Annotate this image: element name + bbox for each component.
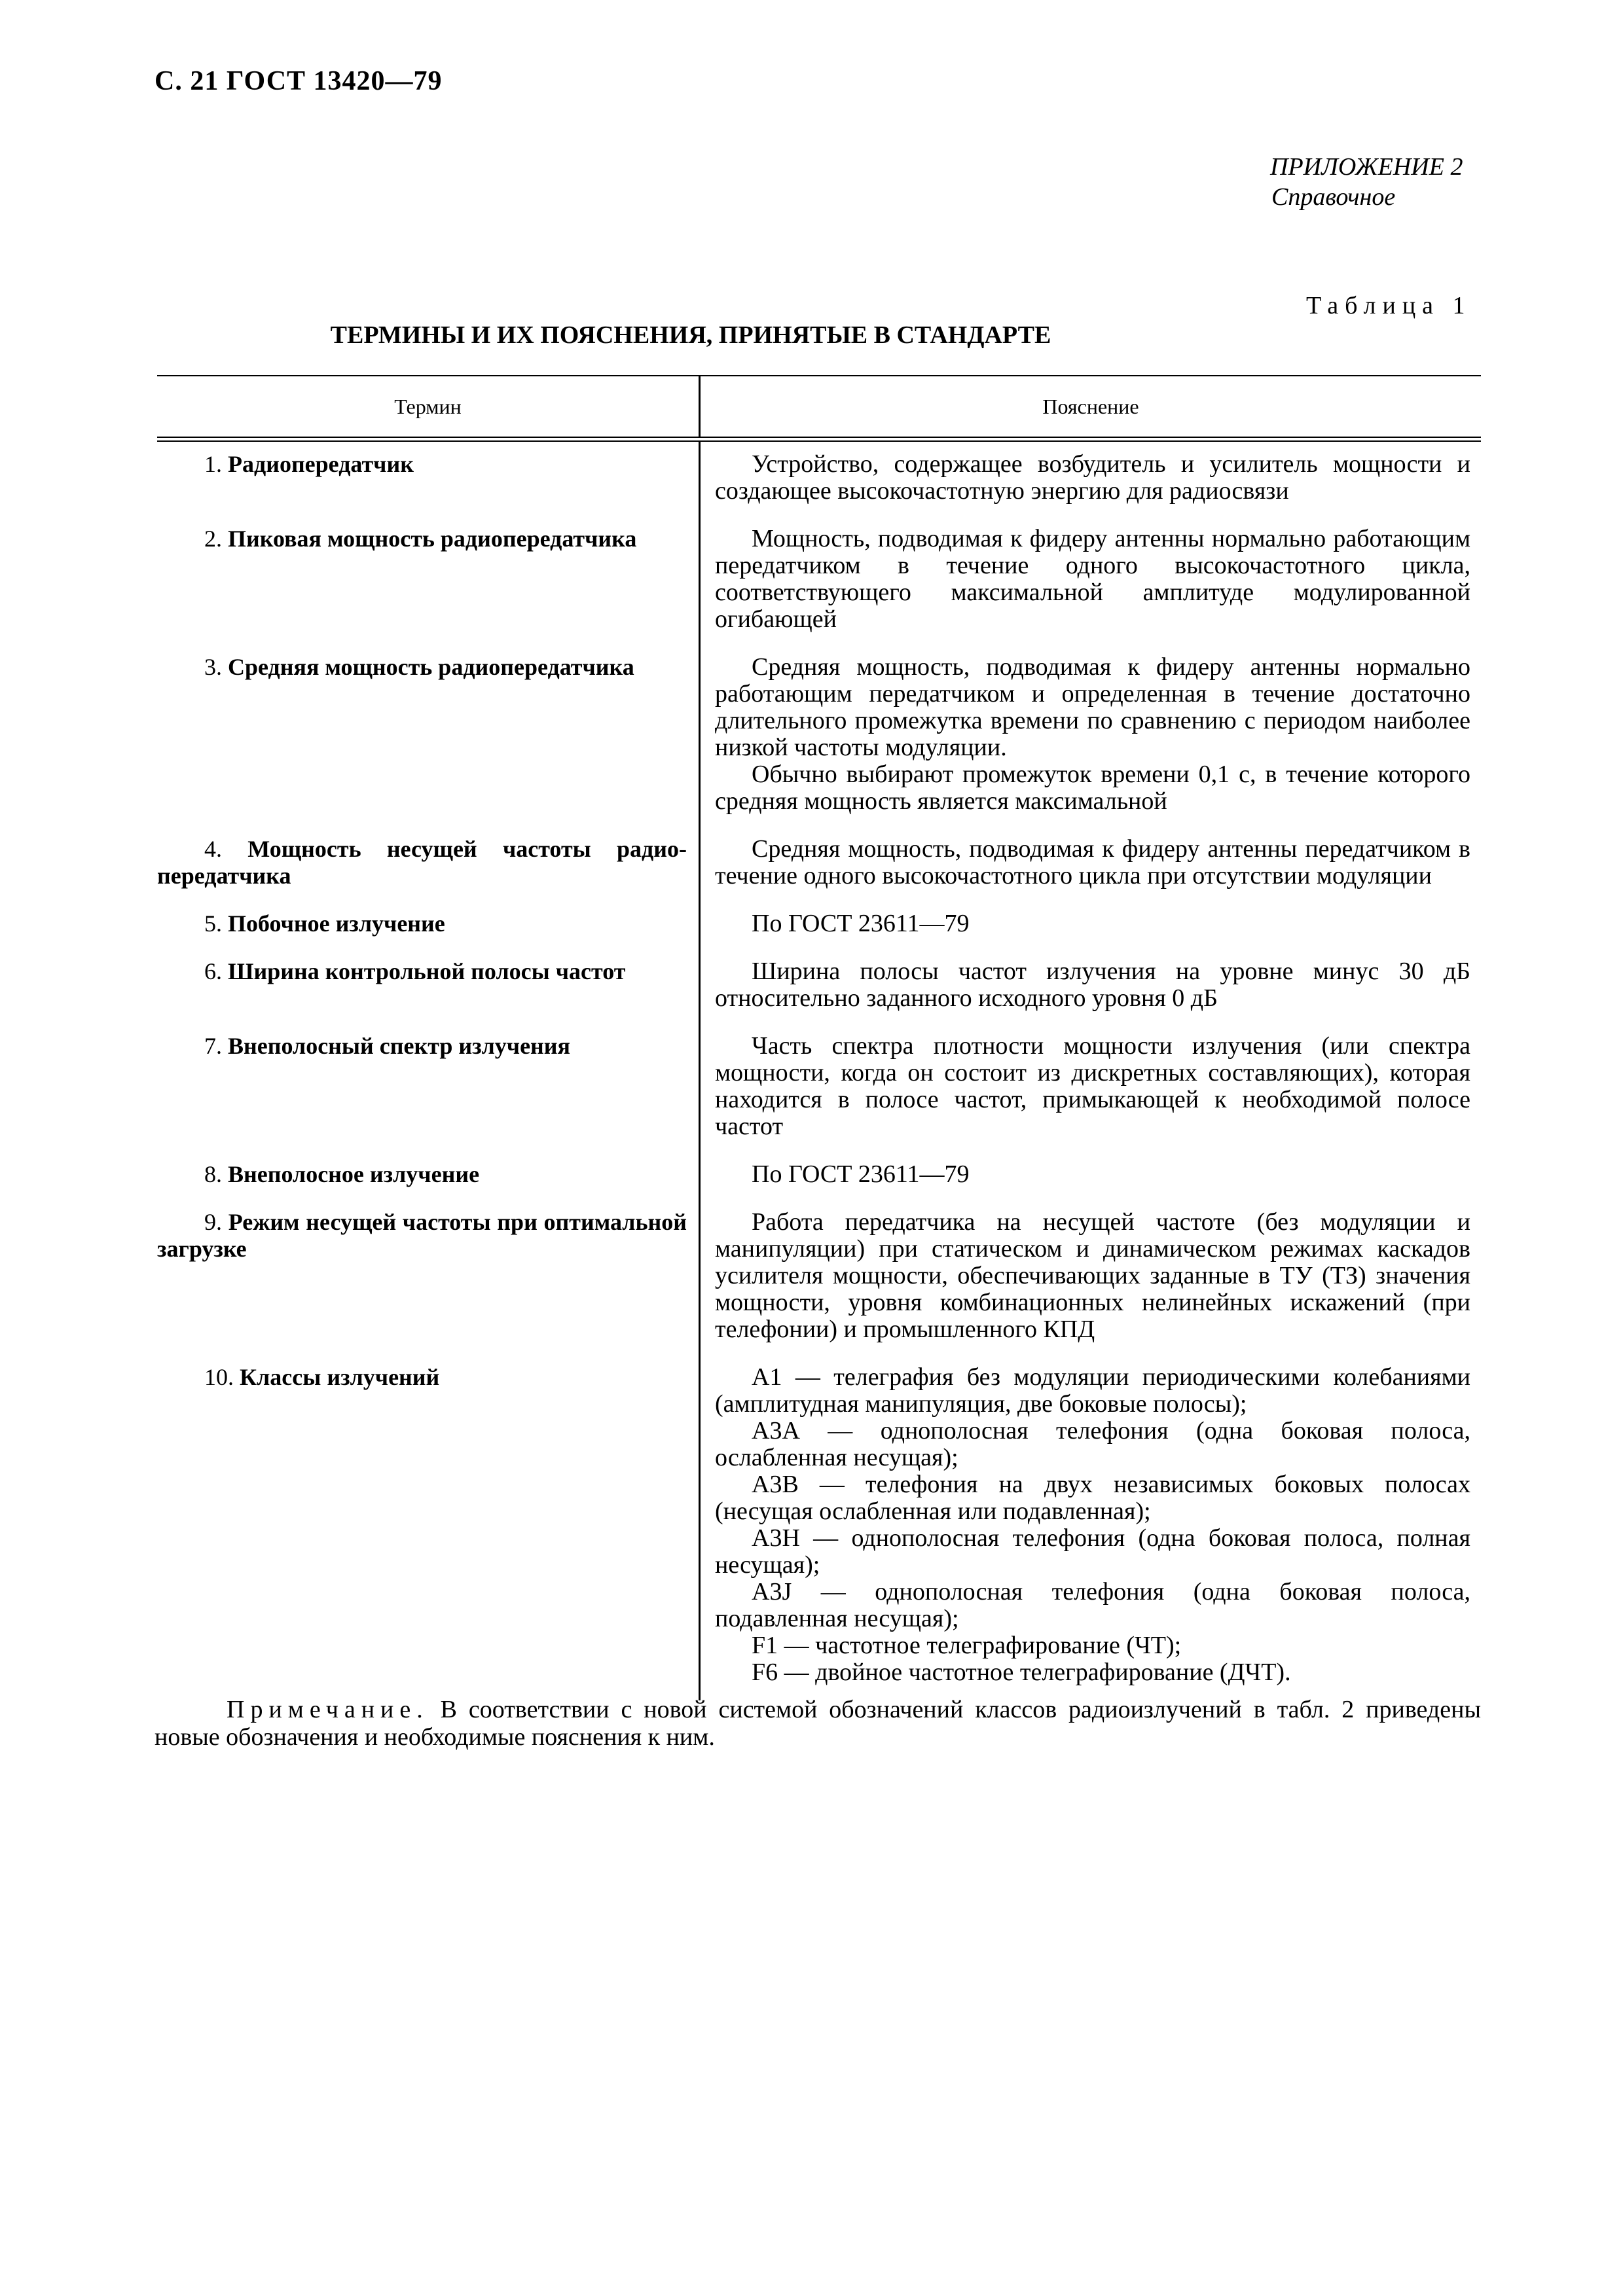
explanation-paragraph: А3J — однополосная телефония (одна боковая полоса, подавленная несущая);	[715, 1578, 1470, 1632]
term-name: Внеполосный спектр излучения	[228, 1033, 571, 1059]
table-row	[157, 904, 1481, 952]
term-number: 2.	[204, 526, 222, 552]
explanation-paragraph: По ГОСТ 23611—79	[752, 910, 970, 937]
term-name: Режим несущей частоты при оптимальной загрузке	[157, 1209, 687, 1262]
explanation-paragraph: А1 — телеграфия без модуляции периодическими колебаниями (амплитудная манипуляция, две боковые полосы);	[715, 1363, 1470, 1418]
term-cell	[157, 1155, 701, 1202]
term-name: Средняя мощность радиопередатчика	[228, 654, 634, 680]
explanation-cell	[701, 1026, 1481, 1155]
term-text	[157, 451, 687, 478]
term-name: Пиковая мощность радиопередатчика	[228, 526, 637, 552]
term-text	[157, 1161, 687, 1188]
explanation-paragraph: Часть спектра плотности мощности излучения (или спектра мощности, когда он состоит из дискретных составляющих), которая находится в полосе частот, примыкающей к необходимой полосе частот	[715, 1032, 1470, 1140]
term-number: 8.	[204, 1161, 222, 1187]
explanation-paragraph: Устройство, содержащее возбудитель и усилитель мощности и создающее высокочастотную энергию для радиосвязи	[715, 450, 1470, 505]
explanation-cell	[701, 1202, 1481, 1357]
table-row	[157, 829, 1481, 904]
term-cell	[157, 519, 701, 647]
appendix-title: ПРИЛОЖЕНИЕ 2	[1270, 153, 1463, 181]
explanation-paragraph: Обычно выбирают промежуток времени 0,1 с, в течение которого средняя мощность является максимальной	[715, 761, 1470, 815]
explanation-paragraph: А3А — однополосная телефония (одна боковая полоса, ослабленная несущая);	[715, 1417, 1470, 1471]
term-name: Радиопередатчик	[228, 451, 414, 477]
term-text	[157, 910, 687, 937]
table-row	[157, 1202, 1481, 1357]
term-name: Ширина контрольной полосы частот	[228, 958, 626, 984]
appendix-block	[1270, 152, 1463, 212]
explanation-paragraph: F6 — двойное частотное телеграфирование (ДЧТ).	[752, 1659, 1291, 1686]
explanation-paragraph: По ГОСТ 23611—79	[752, 1160, 970, 1188]
term-name: Мощность несущей частоты радиопередатчика	[157, 836, 687, 889]
term-number: 10.	[204, 1364, 234, 1390]
term-number: 4.	[204, 836, 222, 862]
table-row	[157, 952, 1481, 1026]
term-cell	[157, 904, 701, 952]
note-text: В соответствии с новой системой обозначений классов радиоизлучений в табл. 2 приведены новые обозначения и необходимые пояснения к ним.	[155, 1696, 1481, 1751]
page-header: С. 21 ГОСТ 13420—79	[155, 66, 443, 96]
table-row	[157, 1026, 1481, 1155]
explanation-cell	[701, 519, 1481, 647]
column-header-term: Термин	[157, 376, 701, 437]
explanation-cell	[701, 442, 1481, 519]
table-row	[157, 647, 1481, 829]
explanation-cell	[701, 1155, 1481, 1202]
term-text	[157, 526, 687, 552]
term-cell	[157, 1357, 701, 1700]
table-label: Таблица 1	[1306, 292, 1472, 319]
explanation-paragraph: Средняя мощность, подводимая к фидеру антенны передатчиком в течение одного высокочастотного цикла при отсутствии модуляции	[715, 835, 1470, 889]
term-cell	[157, 1026, 701, 1155]
term-cell	[157, 647, 701, 829]
table-row	[157, 1357, 1481, 1700]
explanation-paragraph: Средняя мощность, подводимая к фидеру антенны нормально работающим передатчиком и определенная в течение достаточно длительного промежутка времени по сравнению с периодом наиболее низкой частоты модуляции.	[715, 653, 1470, 761]
term-text	[157, 1364, 687, 1391]
term-name: Классы излучений	[240, 1364, 440, 1390]
term-number: 6.	[204, 958, 222, 984]
explanation-cell	[701, 647, 1481, 829]
explanation-paragraph: Ширина полосы частот излучения на уровне минус 30 дБ относительно заданного исходного уровня 0 дБ	[715, 958, 1470, 1012]
term-cell	[157, 442, 701, 519]
term-number: 9.	[204, 1209, 222, 1235]
term-number: 5.	[204, 910, 222, 937]
explanation-paragraph: Работа передатчика на несущей частоте (без модуляции и манипуляции) при статическом и динамическом режимах каскадов усилителя мощности, обеспечивающих заданные в ТУ (ТЗ) значения мощности, уровня комбинационных нелинейных искажений (при телефонии) и промышленного КПД	[715, 1208, 1470, 1343]
table-row	[157, 519, 1481, 647]
term-number: 1.	[204, 451, 222, 477]
explanation-cell	[701, 904, 1481, 952]
explanation-paragraph: А3Н — однополосная телефония (одна боковая полоса, полная несущая);	[715, 1524, 1470, 1579]
term-name: Внеполосное излучение	[228, 1161, 480, 1187]
table-row	[157, 442, 1481, 519]
term-number: 7.	[204, 1033, 222, 1059]
table-body	[157, 442, 1481, 1700]
term-cell	[157, 952, 701, 1026]
table-header-rule	[157, 437, 1481, 442]
term-text	[157, 1209, 687, 1263]
term-cell	[157, 1202, 701, 1357]
explanation-cell	[701, 829, 1481, 904]
term-text	[157, 654, 687, 681]
table-title: ТЕРМИНЫ И ИХ ПОЯСНЕНИЯ, ПРИНЯТЫЕ В СТАНДАРТЕ	[330, 321, 1051, 349]
column-header-explanation: Пояснение	[1042, 395, 1139, 418]
term-name: Побочное излучение	[228, 910, 445, 937]
term-number: 3.	[204, 654, 222, 680]
term-text	[157, 958, 687, 985]
explanation-paragraph: F1 — частотное телеграфирование (ЧТ);	[752, 1632, 1182, 1659]
appendix-subtitle: Справочное	[1271, 183, 1396, 211]
explanation-cell	[701, 1357, 1481, 1700]
terms-table	[157, 375, 1481, 1700]
term-text	[157, 1033, 687, 1060]
explanation-paragraph: А3В — телефония на двух независимых боковых полосах (несущая ослабленная или подавленная);	[715, 1471, 1470, 1525]
table-row	[157, 1155, 1481, 1202]
term-cell	[157, 829, 701, 904]
explanation-paragraph: Мощность, подводимая к фидеру антенны нормально работающим передатчиком в течение одного высокочастотного цикла, соответствующего максимальной амплитуде модулированной огибающей	[715, 525, 1470, 633]
note-label: Примечание.	[227, 1696, 429, 1723]
explanation-cell	[701, 952, 1481, 1026]
table-header-row	[157, 376, 1481, 437]
term-text	[157, 836, 687, 889]
table-note	[155, 1696, 1481, 1751]
